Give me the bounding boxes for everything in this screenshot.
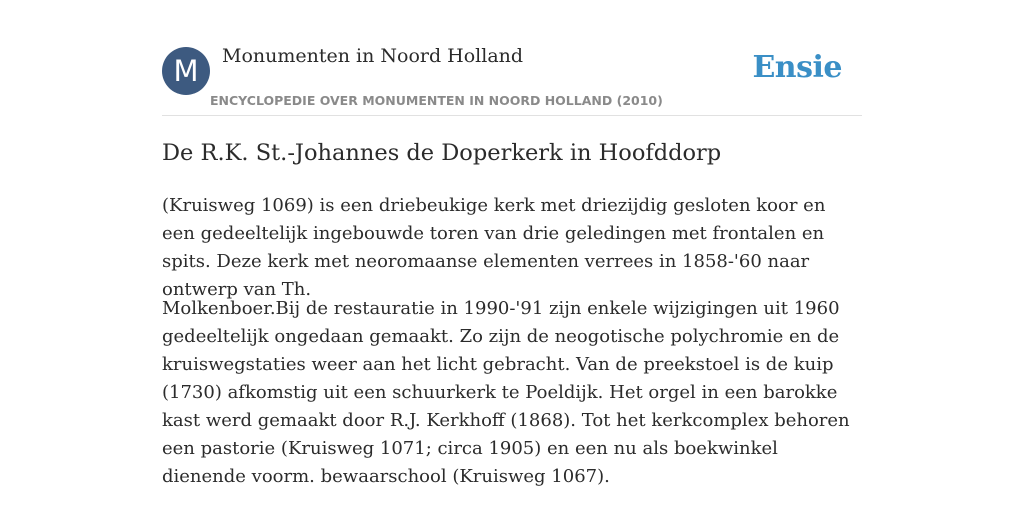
brand-logo[interactable]: Ensie xyxy=(752,50,842,85)
header xyxy=(162,0,862,116)
article-card xyxy=(162,0,862,487)
article-title: De R.K. St.-Johannes de Doperkerk in Hoofddorp xyxy=(162,140,722,166)
avatar[interactable]: M xyxy=(162,47,210,95)
site-subtitle: ENCYCLOPEDIE OVER MONUMENTEN IN NOORD HOLLAND (2010) xyxy=(210,93,663,108)
article-paragraph: Molkenboer.Bij de restauratie in 1990-'91 zijn enkele wijzigingen uit 1960 gedeeltelijk ongedaan gemaakt. Zo zijn de neogotische polychromie en de kruiswegstaties weer aan het licht gebracht. Van de preekstoel is de kuip (1730) afkomstig uit een schuurkerk te Poeldijk. Het orgel in een barokke kast werd gemaakt door R.J. Kerkhoff (1868). Tot het kerkcomplex behoren een pastorie (Kruisweg 1071; circa 1905) en een nu als boekwinkel dienende voorm. bewaarschool (Kruisweg 1067). xyxy=(162,298,850,487)
site-title[interactable]: Monumenten in Noord Holland xyxy=(222,45,524,67)
article-paragraph: (Kruisweg 1069) is een driebeukige kerk met driezijdig gesloten koor en een gedeeltelijk ingebouwde toren van drie geledingen met frontalen en spits. Deze kerk met neoromaanse elementen verrees in 1858-'60 naar ontwerp van Th. xyxy=(162,195,826,300)
